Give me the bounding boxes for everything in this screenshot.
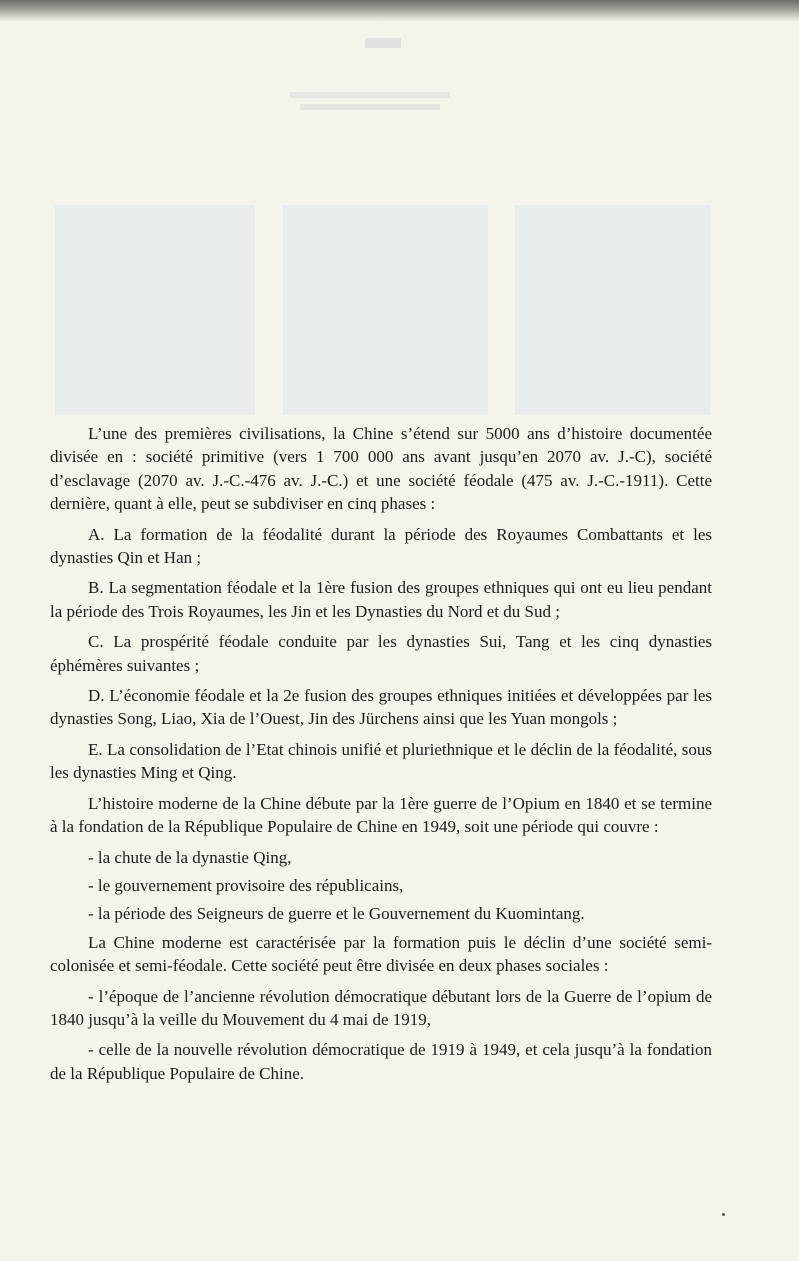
intro-paragraph: L’une des premières civilisations, la Chine s’étend sur 5000 ans d’histoire documentée divisée en : société primitive (vers 1 700 000 ans avant jusqu’en 2070 av. J.-C), société d’esclavage (2070 av. J.-C.-476 av. J.-C.) et une société féodale (475 av. J.-C.-1911). Cette dernière, quant à elle, peut se subdiviser en cinq phases : xyxy=(50,424,712,514)
phase-a-paragraph: A. La formation de la féodalité durant la période des Royaumes Combattants et les dynasties Qin et Han ; xyxy=(50,524,712,568)
show-through-header xyxy=(365,38,401,48)
show-through-line xyxy=(300,104,440,110)
show-through-panel-right xyxy=(515,205,710,415)
ink-dot xyxy=(722,1213,725,1216)
body-text xyxy=(50,422,712,1092)
modern-china-paragraph: La Chine moderne est caractérisée par la formation puis le déclin d’une société semi-colonisée et semi-féodale. Cette société peut être divisée en deux phases sociales : xyxy=(50,932,712,976)
show-through-panel-middle xyxy=(283,205,488,415)
modern-history-paragraph: L’histoire moderne de la Chine débute par la 1ère guerre de l’Opium en 1840 et se termine à la fondation de la République Populaire de Chine en 1949, soit une période qui couvre : xyxy=(50,793,712,837)
list-item: - le gouvernement provisoire des républicains, xyxy=(88,875,404,895)
show-through-line xyxy=(290,92,450,98)
list-item: - l’époque de l’ancienne révolution démocratique débutant lors de la Guerre de l’opium de 1840 jusqu’à la veille du Mouvement du 4 mai de 1919, xyxy=(50,986,712,1029)
list-item: - la période des Seigneurs de guerre et le Gouvernement du Kuomintang. xyxy=(88,904,585,924)
phase-b-paragraph: B. La segmentation féodale et la 1ère fusion des groupes ethniques qui ont eu lieu pendant la période des Trois Royaumes, les Jin et les Dynasties du Nord et du Sud ; xyxy=(50,578,712,621)
list-item: - celle de la nouvelle révolution démocratique de 1919 à 1949, et cela jusqu’à la fondation de la République Populaire de Chine. xyxy=(50,1040,712,1083)
page-top-edge xyxy=(0,0,799,22)
phase-c-paragraph: C. La prospérité féodale conduite par les dynasties Sui, Tang et les cinq dynasties éphémères suivantes ; xyxy=(50,632,712,675)
phase-e-paragraph: E. La consolidation de l’Etat chinois unifié et pluriethnique et le déclin de la féodalité, sous les dynasties Ming et Qing. xyxy=(50,739,712,783)
show-through-panel-left xyxy=(55,205,255,415)
phase-d-paragraph: D. L’économie féodale et la 2e fusion des groupes ethniques initiées et développées par les dynasties Song, Liao, Xia de l’Ouest, Jin des Jürchens ainsi que les Yuan mongols ; xyxy=(50,686,712,729)
list-item: - la chute de la dynastie Qing, xyxy=(88,847,292,867)
